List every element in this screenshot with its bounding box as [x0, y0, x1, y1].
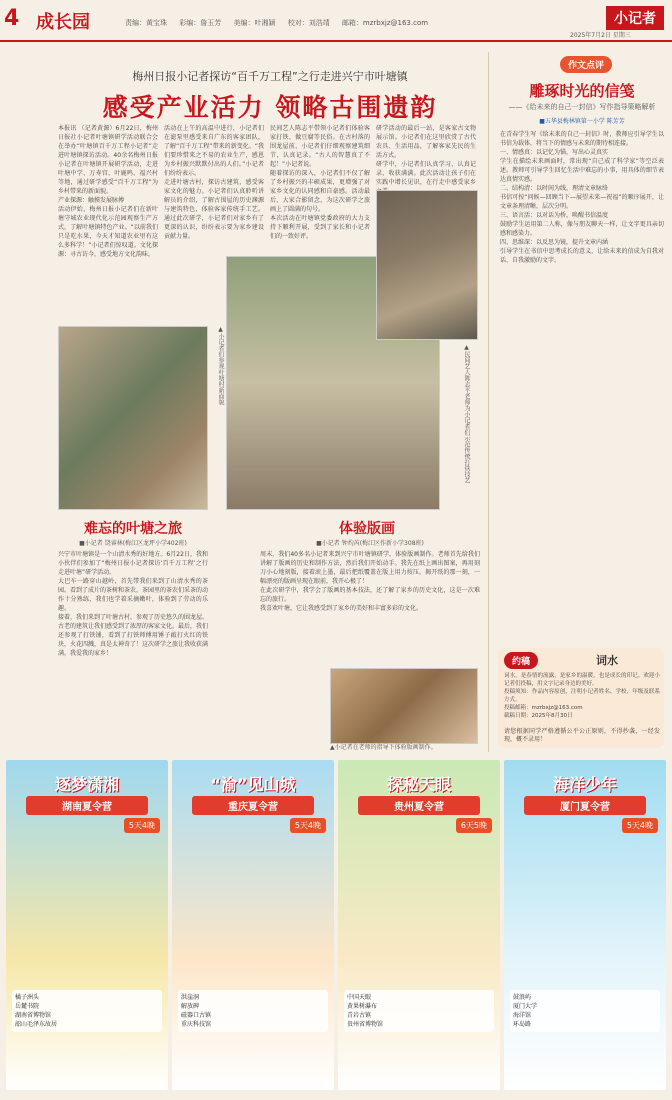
- poster-chongqing-item: 重庆科技馆: [181, 1021, 212, 1028]
- poster-hunan-item: 湖南省博物馆: [15, 1012, 52, 1019]
- poster-guizhou-place: 贵州夏令营: [358, 796, 480, 815]
- poster-chongqing-list: [178, 990, 328, 1032]
- poster-xiamen-days: 5天4晚: [622, 818, 658, 833]
- poster-xiamen-place: 厦门夏令营: [524, 796, 646, 815]
- article-headline: 感受产业活力 领略古围遗韵: [102, 93, 438, 122]
- poster-xiamen[interactable]: [504, 760, 666, 1090]
- poster-chongqing-days: 5天4晚: [290, 818, 326, 833]
- staff-designer: 美编：叶湘颖: [233, 19, 276, 27]
- sub-article-byline-2: ■小记者 钟灼芮(梅江区作新小学308班): [316, 540, 424, 547]
- staff-editor: 责编：黄宝珠: [125, 19, 167, 27]
- summer-camp-ads: [0, 760, 672, 1100]
- poster-chongqing-item: 解放碑: [181, 1003, 200, 1010]
- poster-xiamen-item: 厦门大学: [513, 1003, 538, 1010]
- sub-article-byline-1: ■小记者 饶睿林(梅江区龙坪小学402班): [79, 540, 187, 547]
- review-title: 雕琢时光的信笺: [529, 82, 635, 100]
- sub-article-title-2: 体验版画: [339, 521, 395, 537]
- photo-caption-left: ▲小记者们参观叶塘村新面貌: [217, 326, 224, 405]
- staff-photo-editor: 彩编：詹玉芳: [179, 19, 222, 27]
- poster-xiamen-title: 海洋少年: [552, 775, 617, 794]
- poster-guizhou[interactable]: [338, 760, 500, 1090]
- poster-xiamen-item: 环岛路: [513, 1021, 532, 1028]
- photo-caption-printmaking: ▲小记者在老师的指导下体验版画制作。: [330, 744, 437, 751]
- poster-hunan-place: 湖南夏令营: [26, 796, 148, 815]
- photo-caption-right: ▲民间艺人陈志平老师为小记者们示范传统打铁技艺: [463, 344, 470, 483]
- section-title: 成长园: [36, 12, 90, 33]
- poster-xiamen-item: 鼓浪屿: [513, 994, 532, 1001]
- poster-hunan-item: 韶山毛泽东故居: [15, 1021, 58, 1028]
- page-number: 4: [4, 6, 20, 31]
- review-byline: ■五华县梅林镇第一小学 陈芳芳: [539, 118, 625, 125]
- poster-chongqing[interactable]: [172, 760, 334, 1090]
- poster-guizhou-list: [344, 990, 494, 1032]
- poster-hunan[interactable]: [6, 760, 168, 1090]
- poster-guizhou-item: 贵州省博物馆: [347, 1021, 384, 1028]
- staff-proofreader: 校对：刘浩靖: [287, 19, 330, 27]
- brand-logo: 小记者: [606, 6, 664, 30]
- poster-chongqing-item: 洪崖洞: [181, 994, 200, 1001]
- poster-chongqing-item: 磁器口古镇: [181, 1012, 212, 1019]
- poster-hunan-item: 岳麓书院: [15, 1003, 40, 1010]
- staff-line: [125, 18, 438, 28]
- poem-tag: 约稿: [504, 652, 538, 669]
- sub-article-title-1: 难忘的叶塘之旅: [84, 521, 182, 537]
- review-body: 在青春学生写《给未来的自己一封信》时，教师应引导学生以书信为载体，将当下的情感与未来的期待相连接。 一、情感真：以记忆为锚，写出心灵真实 学生在描绘未来画面时，常出现“自己成了科学家”等空泛表述。教师可引导学生回忆生活中难忘的小事，用具体的细节表达真情实感。 二、结构清：以时间为线，理清文章脉络 书信可按“问候—回顾当下—展望未来—祝福”的顺序展开，让文章条理清晰，层次分明。 三、语言活：以对话为桥，唤醒书信温度 鼓励学生运用第二人称，像与朋友聊天一样，让文字更具亲切感和感染力。 四、思维深：以反思为镜，提升文章内涵 引导学生在书信中思考成长的意义，让给未来的信成为自我对话、自我激励的文字。: [500, 131, 664, 264]
- poster-hunan-days: 5天4晚: [124, 818, 160, 833]
- poster-guizhou-item: 黄果树瀑布: [347, 1003, 378, 1010]
- poster-xiamen-item: 海洋馆: [513, 1012, 532, 1019]
- poster-chongqing-place: 重庆夏令营: [192, 796, 314, 815]
- review-tag: 作文点评: [560, 56, 612, 73]
- photo-group-visit: [58, 326, 208, 510]
- article-column-4: 研学活动的最后一站，是客家古文物展示馆。小记者们在这里欣赏了古代农具、生活用品，了解客家先民的生活方式。 研学中，小记者们认真学习，认真记录，收获满满。此次活动让孩子们在实践中增长见识，在行走中感受家乡: [376, 125, 476, 186]
- poster-guizhou-days: 6天5晚: [456, 818, 492, 833]
- article-subtitle: 梅州日报小记者探访“百千万工程”之行走进兴宁市叶塘镇: [132, 70, 408, 83]
- poster-hunan-list: [12, 990, 162, 1032]
- poster-guizhou-item: 中国天眼: [347, 994, 372, 1001]
- article-column-2: 活动在上午的高温中进行，小记者们在滤泵里感受来自广东的客家团队，了解“百千万工程”带来的新变化。“我们要珍惜来之不易的农业生产，感恩为乡村振兴默默付出的人们。”小记者们纷纷表示。 走进叶塘古村，探访古建筑，感受客家文化的魅力。小记者们认真聆听讲解员的介绍，了解古围屋的历史渊源与建筑特色，体验客家传统手工艺。通过此次研学，小记者们对家乡有了更深的认识，纷纷表示要为家乡建设贡献力量。: [164, 125, 264, 240]
- poster-guizhou-item: 青岩古镇: [347, 1012, 372, 1019]
- poster-chongqing-title: “渝”见山城: [210, 775, 296, 794]
- article-column-3: 民间艺人陈志平带领小记者们体验客家打铁、做豆腐等民俗。在古村落的围龙屋前，小记者们仔细观察建筑细节，认真记录。“古人的智慧真了不起！”小记者说。 随着探访的深入，小记者们不仅了解了乡村振兴的丰硕成果，更增强了对家乡文化的认同感和自豪感。活动最后，大家合影留念，为这次研学之旅画上了圆满的句号。 本次活动在叶塘镇党委政府的大力支持下顺利开展，受到了家长和小记者们的一致好评。: [270, 125, 370, 240]
- issue-date: 2025年7月2日 星期三: [570, 32, 631, 39]
- sub-article-body-2: 周末，我们40多名小记者来到兴宁市叶塘镇研学，体验版画制作。老师首先给我们讲解了版画的历史和制作方法，然后我们开始动手。我先在纸上画出图案，再用刻刀小心地刻版，接着滚上墨，最后把纸覆盖在版上用力按压。揭开纸的那一刻，一幅漂亮的版画呈现在眼前，我开心极了！ 在此次研学中，我学会了版画的基本技法，还了解了家乡的历史文化，这是一次难忘的旅行。 我喜欢叶塘，它让我感受到了家乡的美好和丰富多彩的文化。: [260, 551, 480, 612]
- photo-printmaking: [330, 668, 478, 744]
- sub-article-body-1: 兴宁市叶塘镇是一个山清水秀的好地方。6月22日，我和小伙伴们参加了“梅州日报小记者探访‘百千万工程’之行走进叶塘”研学活动。 大巴车一路穿山越岭，首先带我们来到了山清水秀的茶园。看到了成片的茶树和茶农，茶园里的茶农们采茶的动作十分熟练，我们也学着采摘嫩叶，体验到了劳动的乐趣。 接着，我们来到了叶塘古村，参观了历史悠久的围龙屋。古老的建筑让我们感受到了浓厚的客家文化。最后，我们还参观了打铁铺，看到了打铁师傅用锤子敲打火红的铁块，火花四溅，真是太神奇了！这次研学之旅让我收获满满，我爱我的家乡！: [58, 551, 209, 657]
- column-divider: [488, 52, 489, 752]
- poster-hunan-item: 橘子洲头: [15, 994, 40, 1001]
- poster-xiamen-list: [510, 990, 660, 1032]
- staff-email: 邮箱：mzrbxjz@163.com: [341, 19, 429, 27]
- poem-note: 请您根据同学严格遵循公平公正原则，不得抄袭，一经发现，概不录用！: [504, 728, 660, 743]
- article-column-1: 本报讯 （记者黄源）6月22日，梅州日报社小记者叶塘镇研学活动联合会在举办“叶塘镇百千万工程小记者”走进叶塘镇探访活动。40余名梅州日报小记者在叶塘镇开展研学活动，走进叶塘中学、万寿宫、叶鹿鸣、福兴村等地，通过研学感受“百千万工程”为乡村带来的新面貌。 产业探源：触摸发展脉搏 活动伊始，梅州日报小记者们在新叶塘守城农业现代化示范园观察生产方式，了解叶塘镇特色产业。“以前我们只是吃水果，今天才知道农业里有这么多科学！”小记者们惊叹道。文化探源：寻古访今，感受地方文化韵味。: [58, 125, 158, 258]
- poem-body: 词水，是春情的流露，是家乡的温暖，也是成长的印记。欢迎小记者们投稿，用文字记录身边的美好。 投稿须知：作品内容原创，注明小记者姓名、学校、年级及联系方式。 投稿邮箱：mzrbxjz@163.com 截稿日期：2025年8月30日: [504, 673, 660, 719]
- photo-blacksmith: [376, 190, 478, 340]
- poster-guizhou-title: 探秘天眼: [386, 775, 451, 794]
- poster-hunan-title: 逐梦潇湘: [54, 775, 119, 794]
- review-subtitle: ——《给未来的自己一封信》写作指导策略解析: [508, 103, 656, 111]
- poem-title: 词水: [596, 654, 618, 667]
